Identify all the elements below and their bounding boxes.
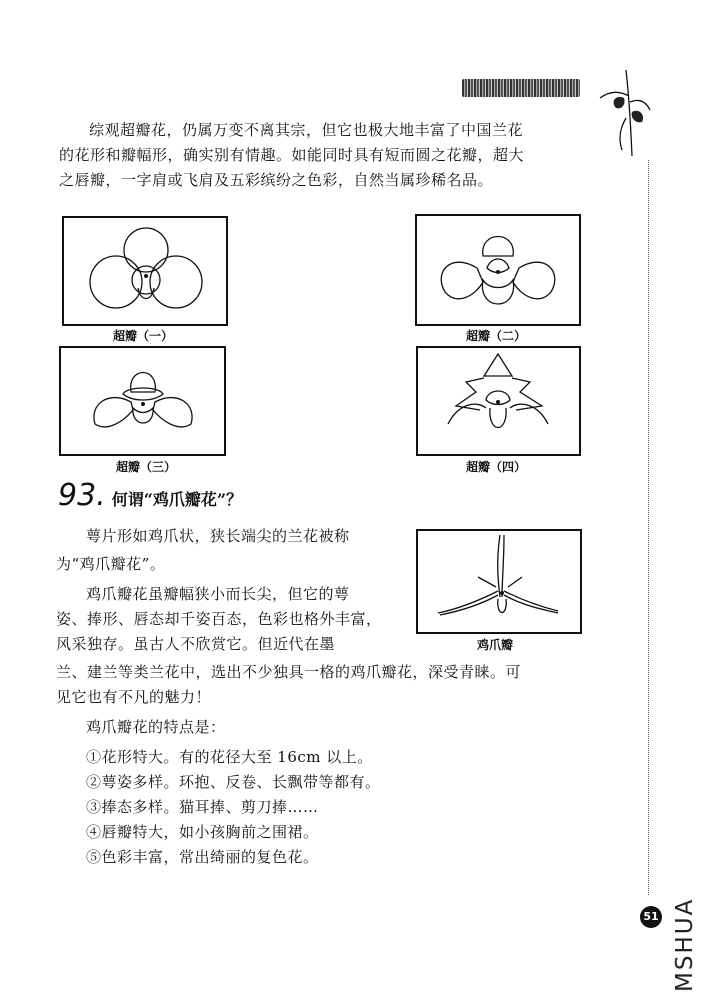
section-heading [58,478,242,513]
orchid-sprig-icon [596,68,652,158]
watermark: MSHUA [672,897,698,992]
figure-caption-5: 鸡爪瓣 [476,638,513,652]
orchid-flower-illustration [64,218,226,324]
orchid-flower-illustration [418,348,579,454]
section-body-full [56,660,521,870]
section-line-8: 鸡爪瓣花的特点是： [86,718,226,736]
section-body-narrow [56,524,382,657]
figure-jizhaoban [416,529,582,634]
figure-chaoban-3 [59,346,226,456]
section-title: 何谓“鸡爪瓣花”？ [111,490,243,509]
section-number: 93. [58,478,106,513]
section-line-4: 姿、捧形、唇态却千姿百态，色彩也格外丰富， [56,610,382,628]
feature-item-2: ②萼姿多样。环抱、反卷、长飘带等都有。 [86,773,381,791]
intro-line-1: 综观超瓣花，仍属万变不离其宗，但它也极大地丰富了中国兰花 [89,121,524,139]
figure-caption-3: 超瓣（三） [115,460,176,474]
intro-paragraph [59,118,524,193]
section-line-5: 风采独存。虽古人不欣赏它。但近代在墨 [56,635,336,653]
section-line-1: 萼片形如鸡爪状，狭长端尖的兰花被称 [86,527,350,545]
feature-item-1: ①花形特大。有的花径大至 16cm 以上。 [86,748,373,766]
section-line-2: 为“鸡爪瓣花”。 [56,555,166,573]
intro-line-3: 之唇瓣，一字肩或飞肩及五彩缤纷之色彩，自然当属珍稀名品。 [59,171,494,189]
feature-item-5: ⑤色彩丰富，常出绮丽的复色花。 [86,848,319,866]
feature-item-4: ④唇瓣特大，如小孩胸前之围裙。 [86,823,319,841]
figure-chaoban-4 [416,346,581,456]
orchid-flower-illustration [418,531,580,632]
section-line-6: 兰、建兰等类兰花中，选出不少独具一格的鸡爪瓣花，深受青睐。可 [56,663,522,681]
page-number: 51 [640,906,662,928]
feature-item-3: ③捧态多样。猫耳捧、剪刀捧…… [86,798,319,816]
orchid-flower-illustration [61,348,224,454]
figure-chaoban-1 [62,216,228,326]
figure-caption-2: 超瓣（二） [465,329,526,343]
header-band [462,79,580,97]
margin-rule [648,160,649,895]
section-line-3: 鸡爪瓣花虽瓣幅狭小而长尖，但它的萼 [86,585,350,603]
intro-line-2: 的花形和瓣幅形，确实别有情趣。如能同时具有短而圆之花瓣，超大 [59,146,525,164]
section-line-7: 见它也有不凡的魅力！ [56,688,212,706]
figure-caption-1: 超瓣（一） [112,329,173,343]
figure-caption-4: 超瓣（四） [465,460,526,474]
orchid-flower-illustration [417,216,579,324]
figure-chaoban-2 [415,214,581,326]
